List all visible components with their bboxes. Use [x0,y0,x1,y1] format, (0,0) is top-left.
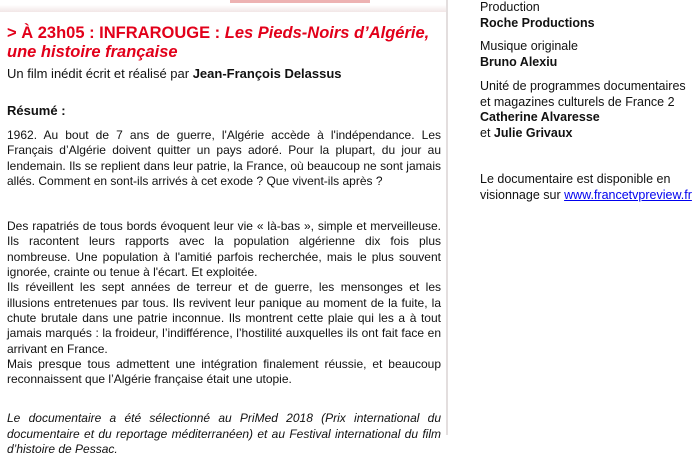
top-bar-accent [230,0,370,3]
preview-link[interactable]: www.francetvpreview.fr [564,187,692,202]
byline [7,66,441,82]
unit-person-2: Julie Grivaux [493,125,573,140]
resume-heading: Résumé : [7,103,66,118]
production-value: Roche Productions [480,15,595,30]
unit-text: Unité de programmes documentaires et magazines culturels de France 2 [480,79,686,109]
music-value: Bruno Alexiu [480,54,558,69]
unit-and: et [480,125,494,140]
main-column [7,24,441,469]
availability-text [480,172,695,203]
music-label: Musique originale [480,39,578,53]
title-film-name: Les Pieds-Noirs d’Algérie, une histoire française [7,24,430,61]
program-title [7,24,441,62]
credits-sidebar [480,0,695,203]
resume-paragraph-2: Des rapatriés de tous bords évoquent leur vie « là-bas », simple et merveilleuse. Ils racontent leurs rapports avec la population algérienne dix fois plus nombreuse. Une population à l'amitié parfois recherchée, mais le plus souvent ignorée, crainte ou tenue à l'écart. Et exploitée. [7,219,441,280]
title-prefix: > À 23h05 : INFRAROUGE : [7,24,225,42]
resume-paragraph-4: Mais presque tous admettent une intégration finalement réussie, et beaucoup reconnaissent que l’Algérie française était une utopie. [7,356,441,387]
column-divider [446,0,448,435]
availability-label: Le documentaire est disponible en visionnage sur [480,172,671,202]
resume-paragraph-3: Ils réveillent les sept années de terreur et de guerre, les mensonges et les illusions entretenues par tous. Ils revivent leur panique au moment de la fuite, la chute brutale dans une patrie inconnue. Ils montrent cette plaie qui les a à tout jamais marqués : la froideur, l’indifférence, l’hostilité auxquelles ils ont fait face en arrivant en France. [7,280,441,356]
resume-paragraph-1: 1962. Au bout de 7 ans de guerre, l'Algérie accède à l'indépendance. Les Français d’Algérie doivent quitter un pays adoré. Pour la plupart, du jour au lendemain. Ils se replient dans leur patrie, la France, où beaucoup ne sont jamais allés. Comment en sont-ils arrivés à cet exode ? Que vivent-ils après ? [7,128,441,188]
unit-person-1: Catherine Alvaresse [480,110,600,124]
byline-author: Jean-François Delassus [192,66,342,81]
top-bar [0,0,446,12]
byline-text: Un film inédit écrit et réalisé par [7,66,193,81]
unit-person-2-line [480,126,695,142]
production-label: Production [480,0,540,14]
selection-note: Le documentaire a été sélectionné au PriMed 2018 (Prix international du documentaire et du reportage méditerranéen) et au Festival international du film d’histoire de Pessac. [7,411,441,457]
